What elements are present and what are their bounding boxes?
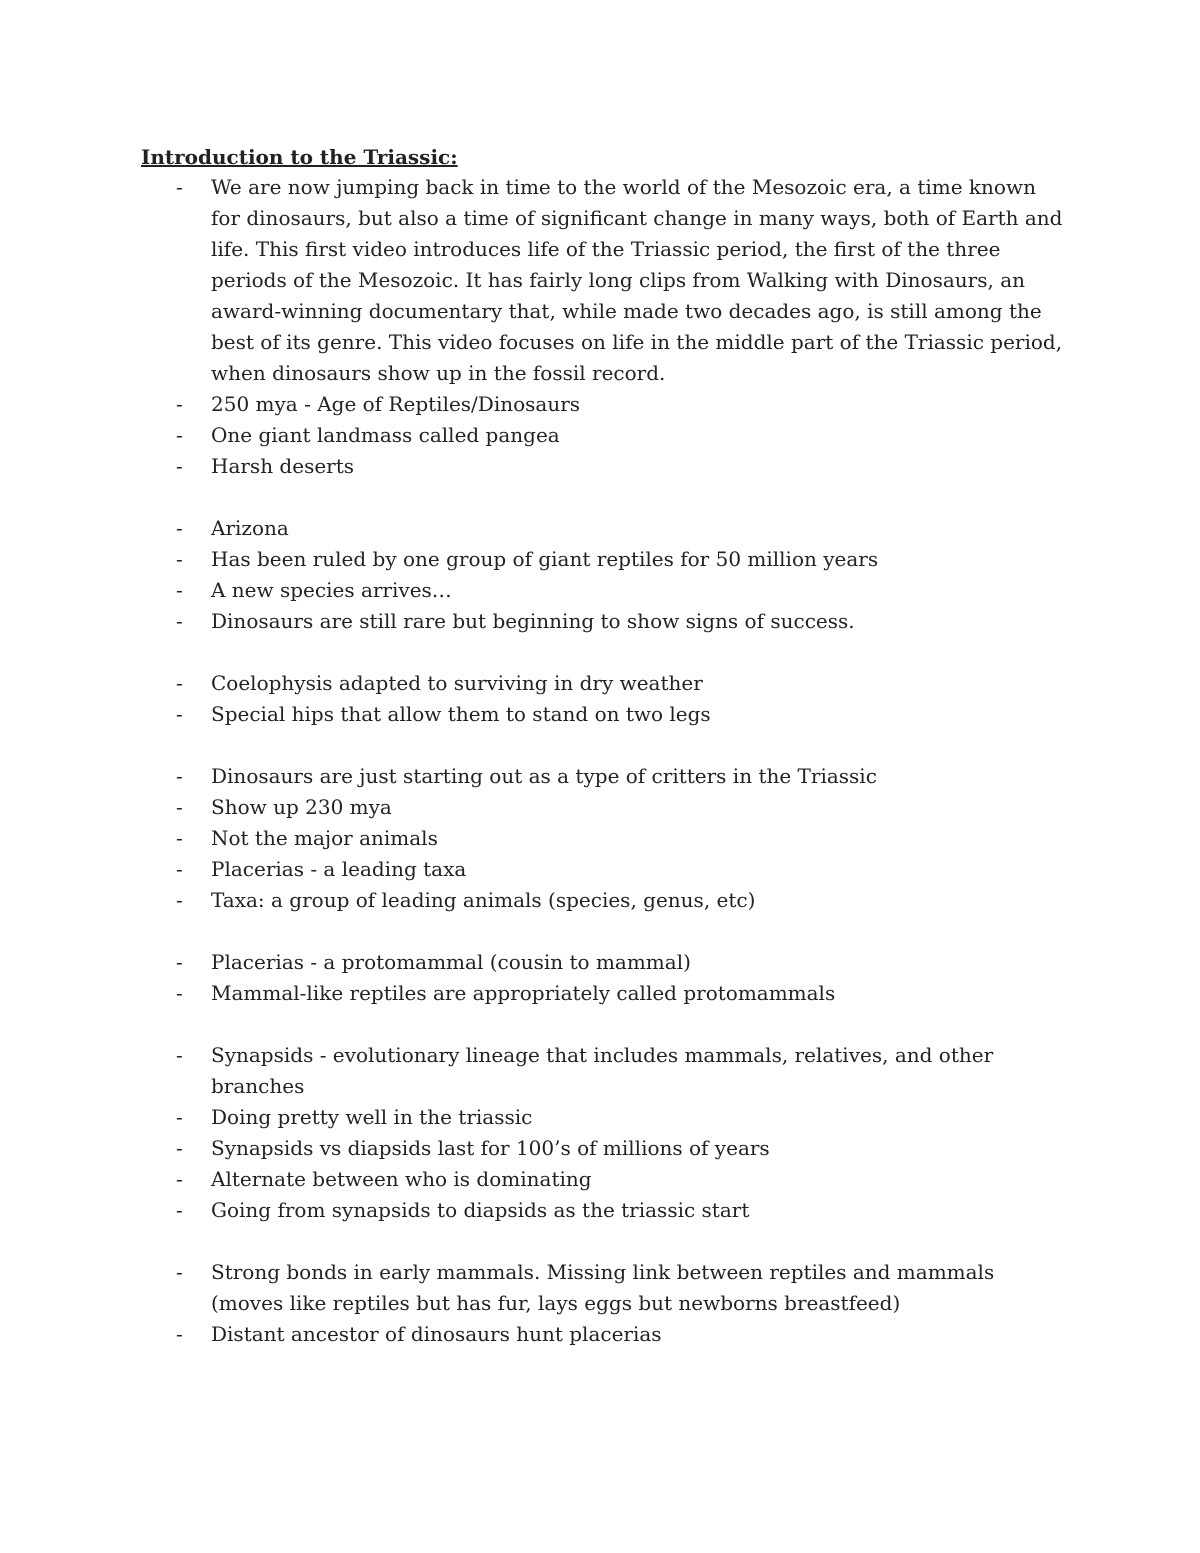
list-item-text: Alternate between who is dominating bbox=[211, 1167, 592, 1191]
list-item bbox=[0, 1319, 1071, 1350]
bullet-dash: - bbox=[176, 1198, 183, 1222]
list-item-text: Arizona bbox=[211, 516, 289, 540]
list-item bbox=[0, 420, 1071, 451]
list-item bbox=[0, 885, 1071, 916]
list-item bbox=[0, 1195, 1071, 1226]
list-item-text: Strong bonds in early mammals. Missing link between reptiles and mammals (moves like reptiles but has fur, lays eggs but newborns breastfeed) bbox=[211, 1260, 995, 1315]
list-item-text: Harsh deserts bbox=[211, 454, 355, 478]
list-item-text: One giant landmass called pangea bbox=[211, 423, 560, 447]
list-item-text: Synapsids vs diapsids last for 100’s of millions of years bbox=[211, 1136, 770, 1160]
list-item bbox=[0, 389, 1071, 420]
bullet-dash: - bbox=[176, 1136, 183, 1160]
bullet-dash: - bbox=[176, 1167, 183, 1191]
bullet-dash: - bbox=[176, 795, 183, 819]
list-item-text: Dinosaurs are just starting out as a type of critters in the Triassic bbox=[211, 764, 877, 788]
list-item bbox=[0, 668, 1071, 699]
list-item bbox=[0, 513, 1071, 544]
bullet-dash: - bbox=[176, 950, 183, 974]
list-item-text: Special hips that allow them to stand on two legs bbox=[211, 702, 711, 726]
bullet-dash: - bbox=[176, 578, 183, 602]
bullet-dash: - bbox=[176, 175, 183, 199]
list-item-text: Placerias - a protomammal (cousin to mammal) bbox=[211, 950, 691, 974]
list-item bbox=[0, 792, 1071, 823]
list-item-text: Synapsids - evolutionary lineage that includes mammals, relatives, and other branches bbox=[211, 1043, 994, 1098]
list-item-text: Placerias - a leading taxa bbox=[211, 857, 467, 881]
list-item-text: A new species arrives… bbox=[211, 578, 452, 602]
list-item bbox=[0, 1040, 1071, 1102]
bullet-dash: - bbox=[176, 671, 183, 695]
list-item-text: Doing pretty well in the triassic bbox=[211, 1105, 533, 1129]
bullet-dash: - bbox=[176, 981, 183, 1005]
list-item bbox=[0, 947, 1071, 978]
bullet-dash: - bbox=[176, 454, 183, 478]
list-item-text: Taxa: a group of leading animals (species, genus, etc) bbox=[211, 888, 756, 912]
bullet-dash: - bbox=[176, 1260, 183, 1284]
list-item-text: 250 mya - Age of Reptiles/Dinosaurs bbox=[211, 392, 581, 416]
list-item-text: We are now jumping back in time to the world of the Mesozoic era, a time known for dinosaurs, but also a time of significant change in many ways, both of Earth and life. This first video introduces life of the Triassic period, the first of the three periods of the Mesozoic. It has fairly long clips from Walking with Dinosaurs, an award-winning documentary that, while made two decades ago, is still among the best of its genre. This video focuses on life in the middle part of the Triassic period, when dinosaurs show up in the fossil record. bbox=[211, 175, 1063, 385]
bullet-dash: - bbox=[176, 826, 183, 850]
bullet-dash: - bbox=[176, 392, 183, 416]
bullet-dash: - bbox=[176, 547, 183, 571]
bullet-dash: - bbox=[176, 516, 183, 540]
list-item-text: Distant ancestor of dinosaurs hunt placerias bbox=[211, 1322, 662, 1346]
bullet-dash: - bbox=[176, 1043, 183, 1067]
bullet-dash: - bbox=[176, 888, 183, 912]
list-item bbox=[0, 606, 1071, 637]
bullet-dash: - bbox=[176, 609, 183, 633]
bullet-dash: - bbox=[176, 1322, 183, 1346]
list-item bbox=[0, 575, 1071, 606]
list-item-text: Show up 230 mya bbox=[211, 795, 392, 819]
list-item bbox=[0, 1133, 1071, 1164]
list-item-text: Has been ruled by one group of giant reptiles for 50 million years bbox=[211, 547, 879, 571]
list-item bbox=[0, 761, 1071, 792]
list-item bbox=[0, 1102, 1071, 1133]
list-item-text: Not the major animals bbox=[211, 826, 438, 850]
bullet-dash: - bbox=[176, 1105, 183, 1129]
list-item bbox=[0, 978, 1071, 1009]
list-item bbox=[0, 451, 1071, 482]
bullet-dash: - bbox=[176, 857, 183, 881]
list-item bbox=[0, 823, 1071, 854]
list-item-text: Mammal-like reptiles are appropriately called protomammals bbox=[211, 981, 836, 1005]
list-item bbox=[0, 544, 1071, 575]
list-item bbox=[0, 699, 1071, 730]
list-item bbox=[0, 854, 1071, 885]
list-item bbox=[0, 172, 1071, 389]
list-item-text: Going from synapsids to diapsids as the triassic start bbox=[211, 1198, 750, 1222]
bullet-dash: - bbox=[176, 702, 183, 726]
bullet-list bbox=[0, 172, 1200, 1350]
bullet-dash: - bbox=[176, 764, 183, 788]
bullet-dash: - bbox=[176, 423, 183, 447]
list-item bbox=[0, 1164, 1071, 1195]
section-heading: Introduction to the Triassic: bbox=[141, 145, 458, 169]
list-item-text: Coelophysis adapted to surviving in dry weather bbox=[211, 671, 703, 695]
list-item bbox=[0, 1257, 1071, 1319]
list-item-text: Dinosaurs are still rare but beginning to show signs of success. bbox=[211, 609, 855, 633]
